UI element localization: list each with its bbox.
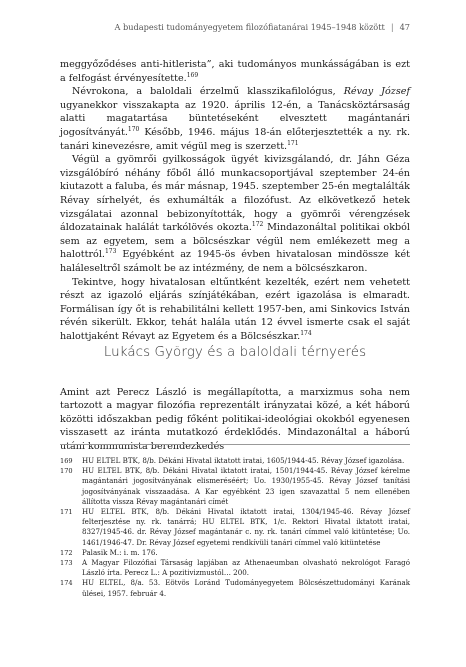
- footnote-number: 171: [60, 508, 73, 517]
- footnote-text: HU ELTEL BTK, 8/b. Dékáni Hivatal iktatott iratai, 1605/1944-45. Révay József igazolása.: [82, 456, 405, 465]
- paragraph-2: Névrokona, a baloldali érzelmű klasszikafilológus, Révay József ugyanekkor visszakapta az 1920. április 12-én, a Tanácsköztársaság alatti magatartása büntetéseként elvesztett magántanári jogosítványát.$^{170}$ Később, 1946. május 18-án előterjesztették a ny. rk. tanári kinevezésre, amit végül meg is szerzett.$^{171}$: [60, 86, 410, 152]
- footnote-171: [60, 507, 410, 548]
- section-paragraph: Amint azt Perecz László is megállapította, a marxizmus soha nem tartozott a magyar filozófia reprezentált irányzatai közé, a két háború közötti időszakban pedig főként politikai-ideológiai okokból egyenesen visszasett az iránta mutatkozó érdeklődés. Mindazonáltal a háború utáni kommunista berendezkedés: [60, 386, 410, 452]
- section-body-text: [60, 376, 410, 463]
- running-header: [60, 22, 410, 32]
- body-text: [60, 58, 410, 343]
- footnote-number: 170: [60, 467, 73, 476]
- header-separator: |: [390, 22, 394, 32]
- footnote-text: A Magyar Filozófiai Társaság lapjában az Athenaeumban olvasható nekrológot Faragó László írta. Perecz L.: A pozitivizmustól… 200.: [82, 558, 410, 578]
- footnote-number: 174: [60, 579, 73, 588]
- footnote-ref-173[interactable]: 173: [104, 248, 117, 256]
- emphasis-name: Révay József: [343, 86, 410, 98]
- footnotes: [60, 456, 410, 599]
- footnote-number: 169: [60, 457, 73, 465]
- running-header-title: A budapesti tudományegyetem filozófiatanárai 1945–1948 között: [114, 22, 385, 32]
- footnote-172: [60, 548, 410, 558]
- footnote-ref-169[interactable]: 169: [186, 71, 199, 79]
- footnote-ref-170[interactable]: 170: [127, 125, 140, 133]
- footnote-text: HU ELTEL BTK, 8/b. Dékáni Hivatal iktatott iratai, 1501/1944-45. Révay József kérelme magántanári jogosítványának elismeréséért; Uo. 1930/1955-45. Révay József tanítási jogosítványának visszaadása. A Kar egyébként 23 igen szavazattal 5 nem ellenében állította vissza Révay magántanári címét: [82, 466, 410, 506]
- paragraph-3: Végül a gyömrői gyilkosságok ügyét kivizsgálandó, dr. Jáhn Géza vizsgálóbíró néhány főből álló munkacsoportjával szeptember 24-én kiutazott a faluba, és már másnap, 1945. szeptember 25-én megtalálták Révay sírhelyét, és exhumálták a filozófust. Az elkövetkező hetek vizsgálatai azonnal bebizonyították, hogy a gyömrői vérengzések áldozatainak halálát tarkólövés okozta.$^{172}$ Mindazonáltal politikai okból sem az egyetem, sem a bölcsészkar végül nem emlékezett meg a halottról.$^{173}$ Egyébként az 1945-ös évben hivatalosan mindössze két haláleseltről számolt be az intézmény, de nem a bölcsészkaron.: [60, 154, 410, 274]
- footnote-ref-171[interactable]: 171: [287, 139, 299, 147]
- footnote-divider: [60, 444, 410, 445]
- footnote-ref-174[interactable]: 174: [300, 329, 312, 337]
- paragraph-4: Tekintve, hogy hivatalosan eltűntként kezelték, ezért nem vehetett részt az igazoló eljárás színjátékában, ezért igazolása is elmaradt. Formálisan így őt is rehabilitálni kellett 1957-ben, ami Sinkovics István révén sikerült. Ekkor, tehát halála után 12 évvel ismerte csak el saját halottjaként Révayt az Egyetem és a Bölcsészkar.$^{174}$: [60, 276, 410, 342]
- footnote-173: [60, 558, 410, 578]
- footnote-ref-172[interactable]: 172: [251, 221, 264, 229]
- footnote-number: 173: [60, 559, 73, 568]
- footnote-text: Palasik M.: i. m. 176.: [82, 547, 158, 557]
- footnote-170: [60, 466, 410, 507]
- section-heading: Lukács György és a baloldali térnyerés: [103, 345, 367, 360]
- footnote-text: HU ELTEL BTK, 8/b. Dékáni Hivatal iktatott iratai, 1304/1945-46. Révay József felterjesztése ny. rk. tanárrá; HU ELTEL BTK, 1/c. Rektori Hivatal iktatott iratai, 8327/1945-46. dr. Révay József magántanár c. ny. rk. tanári címmel való kitüntetése; Uo. 1461/1946-47. Dr. Révay József egyetemi rendkívüli tanári címmel való kitüntetése: [82, 507, 410, 547]
- paragraph-1: meggyőződéses anti-hitlerista”, aki tudományos munkásságában is ezt a felfogást érvényesítette.$^{169}$: [60, 59, 410, 84]
- footnote-174: [60, 578, 410, 598]
- footnote-169: [60, 456, 410, 466]
- footnote-number: 172: [60, 548, 73, 557]
- footnote-text: HU ELTEL, 8/a. 53. Eötvös Loránd Tudományegyetem Bölcsészettudományi Karának ülései, 1957. február 4.: [82, 578, 410, 598]
- page-number: 47: [399, 22, 410, 32]
